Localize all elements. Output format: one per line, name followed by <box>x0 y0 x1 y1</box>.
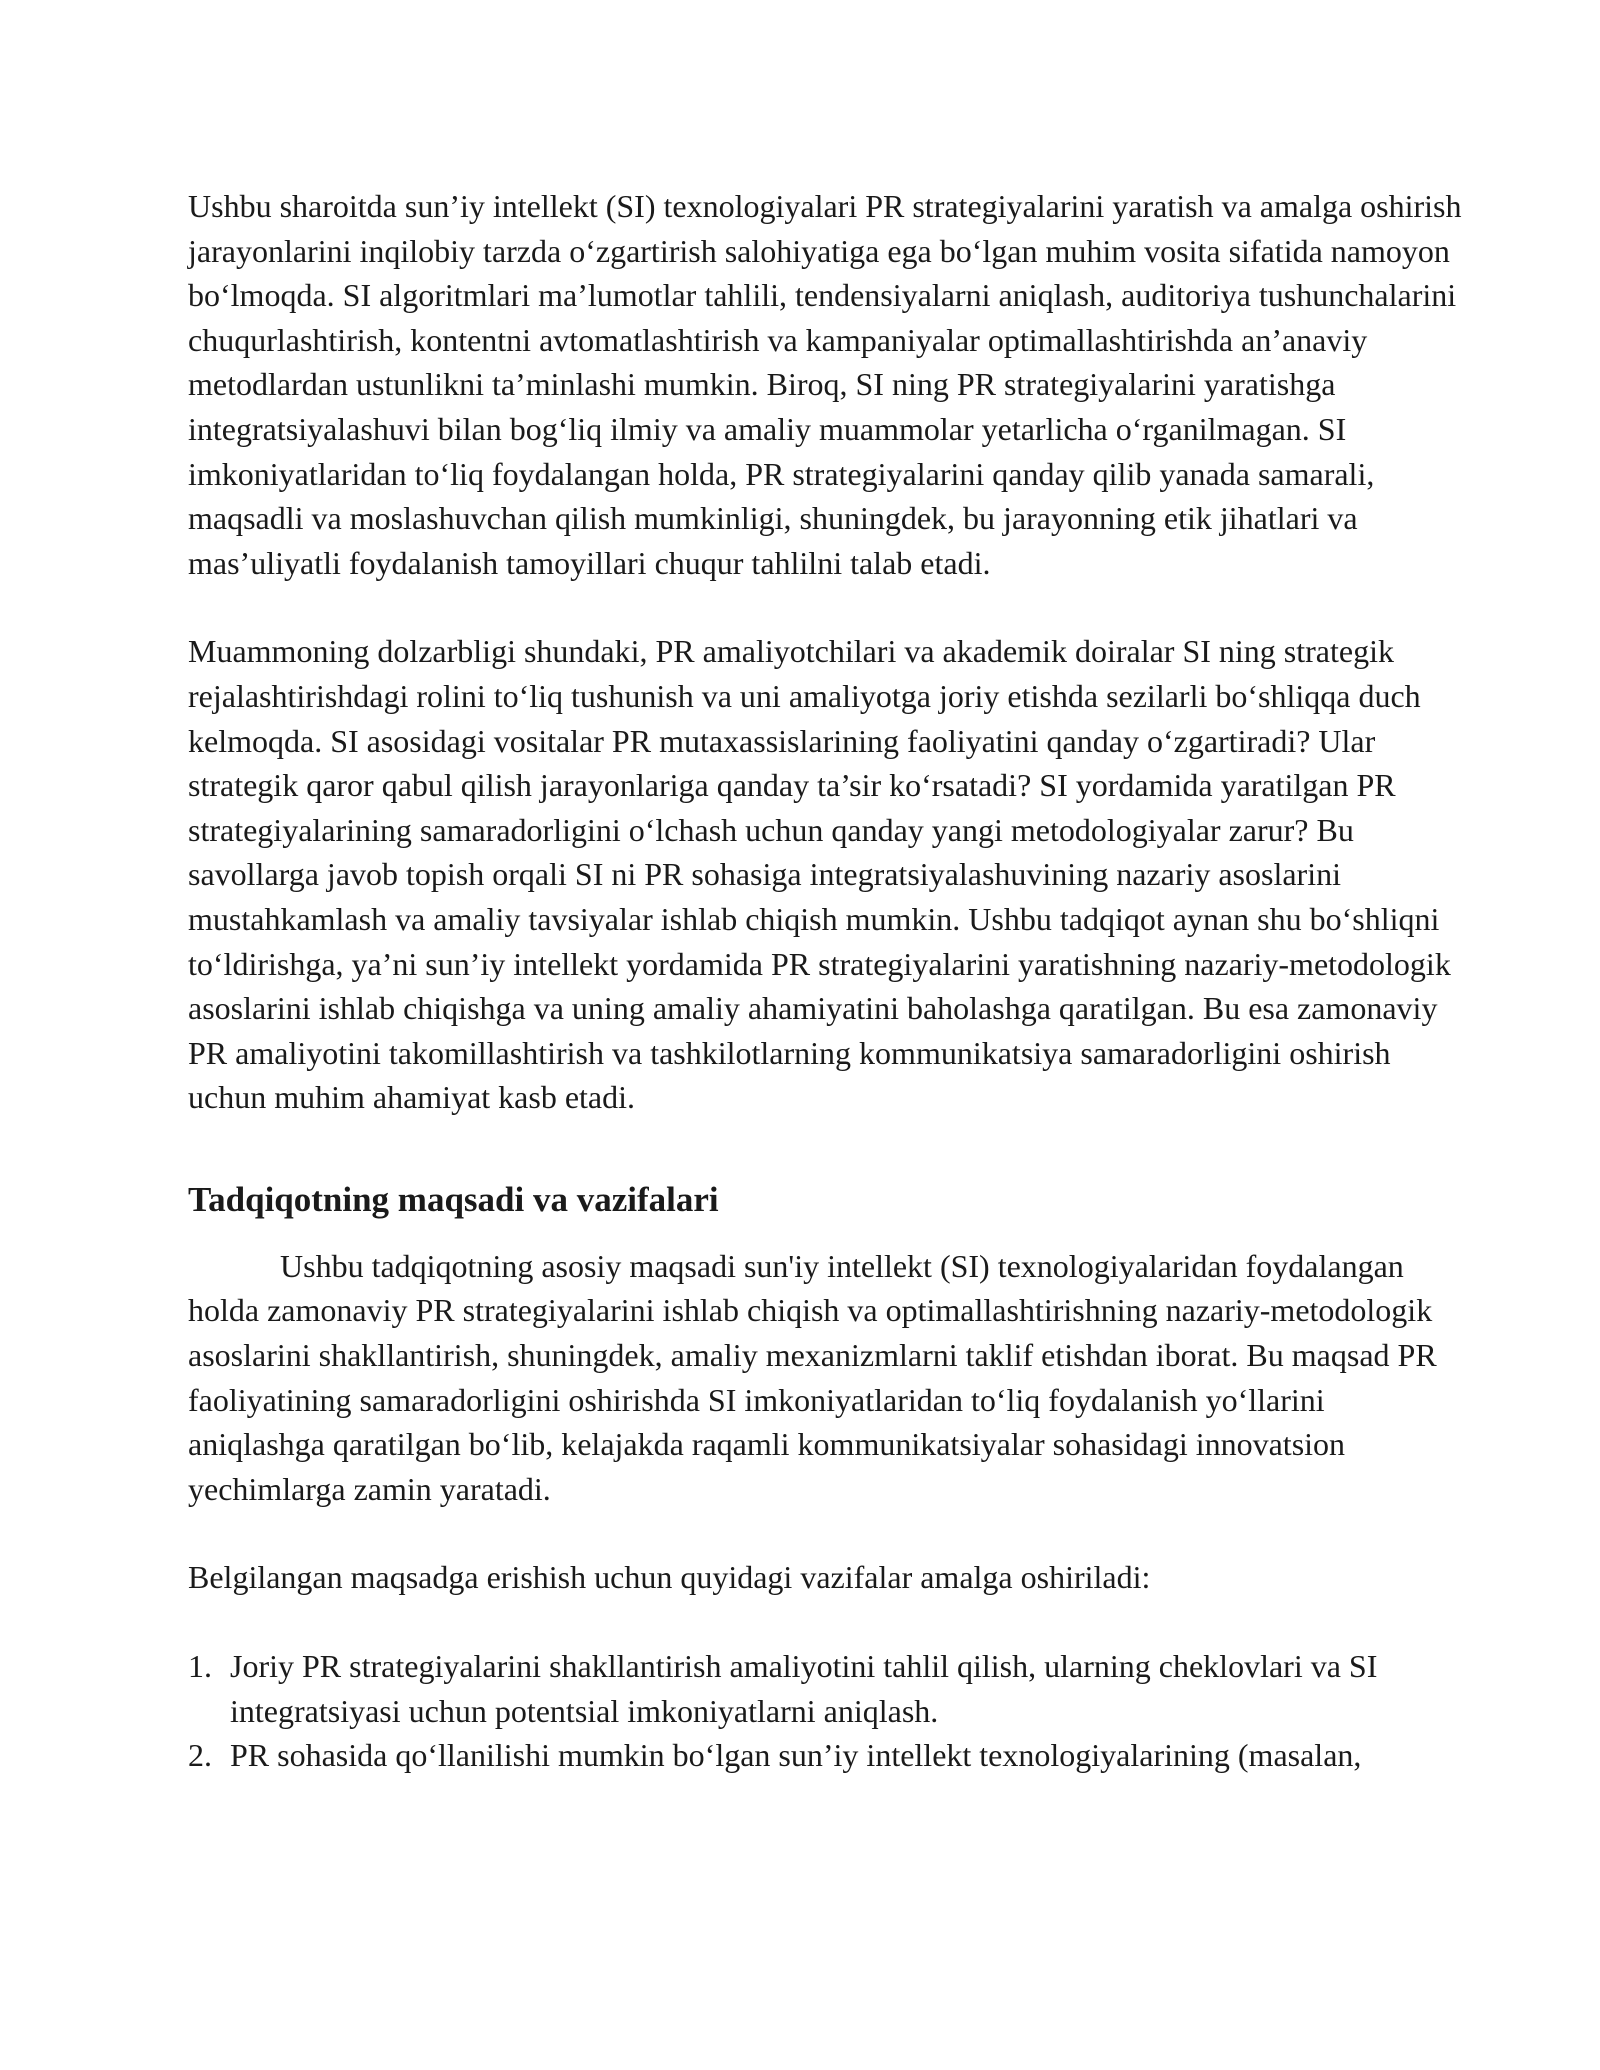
document-body <box>188 184 1468 1778</box>
list-item-number: 2. <box>188 1737 212 1774</box>
list-item-text: PR sohasida qo‘llanilishi mumkin bo‘lgan sun’iy intellekt texnologiyalarining (masalan, <box>230 1737 1362 1774</box>
list-item <box>188 1644 1468 1733</box>
section-heading: Tadqiqotning maqsadi va vazifalari <box>188 1179 719 1219</box>
task-list <box>188 1644 1468 1778</box>
list-item-number: 1. <box>188 1648 212 1685</box>
list-item-text: Joriy PR strategiyalarini shakllantirish amaliyotini tahlil qilish, ularning cheklovlari va SI integratsiyasi uchun potentsial imkoniyatlarni aniqlash. <box>230 1648 1378 1729</box>
relevance-paragraph: Muammoning dolzarbligi shundaki, PR amaliyotchilari va akademik doiralar SI ning strategik rejalashtirishdagi rolini to‘liq tushunish va uni amaliyotga joriy etishda sezilarli bo‘shliqqa duch kelmoqda. SI asosidagi vositalar PR mutaxassislarining faoliyatini qanday o‘zgartiradi? Ular strategik qaror qabul qilish jarayonlariga qanday ta’sir ko‘rsatadi? SI yordamida yaratilgan PR strategiyalarining samaradorligini o‘lchash uchun qanday yangi metodologiyalar zarur? Bu savollarga javob topish orqali SI ni PR sohasiga integratsiyalashuvining nazariy asoslarini mustahkamlash va amaliy tavsiyalar ishlab chiqish mumkin. Ushbu tadqiqot aynan shu bo‘shliqni to‘ldirishga, ya’ni sun’iy intellekt yordamida PR strategiyalarini yaratishning nazariy-metodologik asoslarini ishlab chiqishga va uning amaliy ahamiyatini baholashga qaratilgan. Bu esa zamonaviy PR amaliyotini takomillashtirish va tashkilotlarning kommunikatsiya samaradorligini oshirish uchun muhim ahamiyat kasb etadi. <box>188 633 1451 1116</box>
list-item <box>188 1733 1468 1778</box>
goal-paragraph: Ushbu tadqiqotning asosiy maqsadi sun'iy intellekt (SI) texnologiyalaridan foydalangan holda zamonaviy PR strategiyalarini ishlab chiqish va optimallashtirishning nazariy-metodologik asoslarini shakllantirish, shuningdek, amaliy mexanizmlarni taklif etishdan iborat. Bu maqsad PR faoliyatining samaradorligini oshirishda SI imkoniyatlaridan to‘liq foydalanish yo‘llarini aniqlashga qaratilgan bo‘lib, kelajakda raqamli kommunikatsiyalar sohasidagi innovatsion yechimlarga zamin yaratadi. <box>188 1247 1437 1507</box>
tasks-intro: Belgilangan maqsadga erishish uchun quyidagi vazifalar amalga oshiriladi: <box>188 1559 1151 1596</box>
intro-paragraph: Ushbu sharoitda sun’iy intellekt (SI) texnologiyalari PR strategiyalarini yaratish va amalga oshirish jarayonlarini inqilobiy tarzda o‘zgartirish salohiyatiga ega bo‘lgan muhim vosita sifatida namoyon bo‘lmoqda. SI algoritmlari ma’lumotlar tahlili, tendensiyalarni aniqlash, auditoriya tushunchalarini chuqurlashtirish, kontentni avtomatlashtirish va kampaniyalar optimallashtirishda an’anaviy metodlardan ustunlikni ta’minlashi mumkin. Biroq, SI ning PR strategiyalarini yaratishga integratsiyalashuvi bilan bog‘liq ilmiy va amaliy muammolar yetarlicha o‘rganilmagan. SI imkoniyatlaridan to‘liq foydalangan holda, PR strategiyalarini qanday qilib yanada samarali, maqsadli va moslashuvchan qilish mumkinligi, shuningdek, bu jarayonning etik jihatlari va mas’uliyatli foydalanish tamoyillari chuqur tahlilni talab etadi. <box>188 188 1462 581</box>
